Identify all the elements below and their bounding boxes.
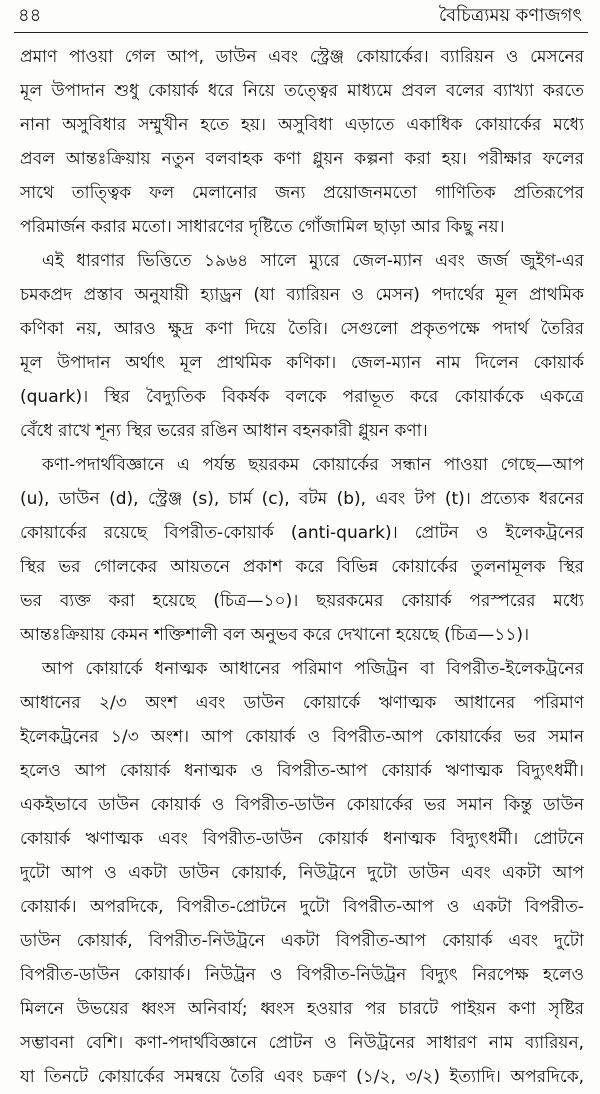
page-number: ৪৪	[18, 5, 42, 26]
text-line: নানা অসুবিধার সম্মুখীন হতে হয়। অসুবিধা এড়াতে একাধিক কোয়ার্কের মধ্যে	[20, 115, 584, 135]
body-text	[20, 40, 584, 1094]
text-line: কণিকা নয়, আরও ক্ষুদ্র কণা দিয়ে তৈরি। সেগুলো প্রকৃতপক্ষে পদার্থ তৈরির	[20, 319, 584, 339]
text-line: মূল উপাদান শুধু কোয়ার্ক ধরে নিয়ে তত্ত্বের মাধ্যমে প্রবল বলের ব্যাখ্যা করতে	[20, 81, 584, 101]
text-line: (quark)। স্থির বৈদ্যুতিক বিকর্ষক বলকে পরাভূত করে কোয়ার্ককে একত্রে	[20, 387, 584, 407]
paragraph	[20, 448, 584, 652]
text-line: মূল উপাদান অর্থাৎ মূল প্রাথমিক কণিকা। জেল-ম্যান নাম দিলেন কোয়ার্ক	[20, 353, 584, 373]
text-line: আন্তঃক্রিয়ায় কেমন শক্তিশালী বল অনুভব করে দেখানো হয়েছে (চিত্র—১১)।	[20, 625, 530, 645]
text-line: ডাউন কোয়ার্ক, বিপরীত-নিউট্রনে একটা বিপরীত-আপ কোয়ার্ক এবং দুটো	[20, 931, 584, 951]
text-line: (u), ডাউন (d), স্ট্রেঞ্জ (s), চার্ম (c), বটম (b), এবং টপ (t)। প্রত্যেক ধরনের	[20, 489, 584, 509]
text-line: সাথে তাত্ত্বিক ফল মেলানোর জন্য প্রয়োজনমতো গাণিতিক প্রতিরূপের	[20, 183, 584, 203]
text-line: একইভাবে ডাউন কোয়ার্ক ও বিপরীত-ডাউন কোয়ার্কের ভর সমান কিন্তু ডাউন	[20, 795, 584, 815]
page-header	[0, 0, 600, 34]
text-line: আপ কোয়ার্কে ধনাত্মক আধানের পরিমাণ পজিট্রন বা বিপরীত-ইলেকট্রনের	[42, 659, 584, 679]
text-line: কোয়ার্ক ঋণাত্মক এবং বিপরীত-ডাউন কোয়ার্ক ধনাত্মক বিদ্যুৎধর্মী। প্রোটনে	[20, 829, 584, 849]
text-line: হলেও আপ কোয়ার্ক ধনাত্মক ও বিপরীত-আপ কোয়ার্ক ঋণাত্মক বিদ্যুৎধর্মী।	[20, 761, 584, 781]
text-line: কোয়ার্ক। অপরদিকে, বিপরীত-প্রোটনে দুটো বিপরীত-আপ ও একটা বিপরীত-	[20, 897, 584, 917]
text-line: দুটো আপ ও একটা ডাউন কোয়ার্ক, নিউট্রনে দুটো ডাউন এবং একটা আপ	[20, 863, 584, 883]
text-line: বিপরীত-ডাউন কোয়ার্ক। নিউট্রন ও বিপরীত-নিউট্রন বিদ্যুৎ নিরপেক্ষ হলেও	[20, 965, 584, 985]
text-line: সম্ভাবনা বেশি। কণা-পদার্থবিজ্ঞানে প্রোটন ও নিউট্রনের সাধারণ নাম ব্যারিয়ন,	[20, 1033, 584, 1053]
text-line: মিলনে উভয়ের ধ্বংস অনিবার্য; ধ্বংস হওয়ার পর চারটে পাইয়ন কণা সৃষ্টির	[20, 999, 584, 1019]
paragraph	[20, 40, 584, 244]
running-title: বৈচিত্র্যময় কণাজগৎ	[438, 5, 582, 26]
paragraph	[20, 652, 584, 1094]
text-line: কণা-পদার্থবিজ্ঞানে এ পর্যন্ত ছয়রকম কোয়ার্কের সন্ধান পাওয়া গেছে—আপ	[42, 455, 584, 475]
text-line: স্থির ভর গোলকের আয়তনে প্রকাশ করে বিভিন্ন কোয়ার্কের তুলনামূলক স্থির	[20, 557, 584, 577]
text-line: চমকপ্রদ প্রস্তাব অনুযায়ী হ্যাড্রন (যা ব্যারিয়ন ও মেসন) পদার্থের মূল প্রাথমিক	[20, 285, 584, 305]
text-line: এই ধারণার ভিত্তিতে ১৯৬৪ সালে ম্যুরে জেল-ম্যান এবং জর্জ জুইগ-এর	[42, 251, 584, 271]
text-line: আধানের ২/৩ অংশ এবং ডাউন কোয়ার্কে ঋণাত্মক আধানের পরিমাণ	[20, 693, 584, 713]
text-line: কোয়ার্কের রয়েছে বিপরীত-কোয়ার্ক (anti-quark)। প্রোটন ও ইলেকট্রনের	[20, 523, 584, 543]
header-rule	[14, 32, 588, 33]
text-line: প্রবল আন্তঃক্রিয়ায় নতুন বলবাহক কণা গ্লুয়ন কল্পনা করা হয়। পরীক্ষার ফলের	[20, 149, 584, 169]
text-line: পরিমার্জন করার মতো। সাধারণের দৃষ্টিতে গোঁজামিল ছাড়া আর কিছু নয়।	[20, 217, 505, 237]
paragraph	[20, 244, 584, 448]
text-line: যা তিনটে কোয়ার্কের সমন্বয়ে তৈরি এবং চক্রণ (১/২, ৩/২) ইত্যাদি। অপরদিকে,	[20, 1067, 584, 1087]
text-line: প্রমাণ পাওয়া গেল আপ, ডাউন এবং স্ট্রেঞ্জ কোয়ার্কের। ব্যারিয়ন ও মেসনের	[20, 47, 584, 67]
text-line: বেঁধে রাখে শূন্য স্থির ভরের রঙিন আধান বহনকারী গ্লুয়ন কণা।	[20, 421, 428, 441]
text-line: ইলেকট্রনের ১/৩ অংশ। আপ কোয়ার্ক ও বিপরীত-আপ কোয়ার্কের ভর সমান	[20, 727, 584, 747]
text-line: ভর ব্যক্ত করা হয়েছে (চিত্র—১০)। ছয়রকমের কোয়ার্ক পরস্পরের মধ্যে	[20, 591, 584, 611]
